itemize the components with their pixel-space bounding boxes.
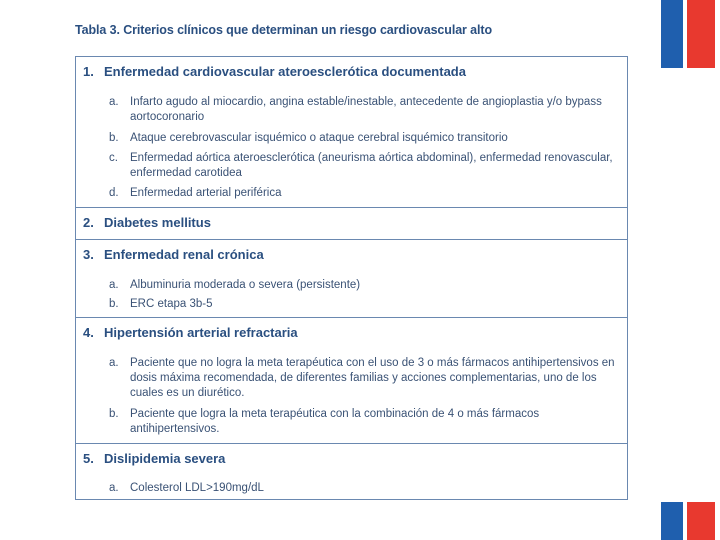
row-number: 5.: [83, 451, 94, 466]
list-item: [109, 297, 617, 312]
list-item: [109, 481, 617, 496]
item-letter: b.: [109, 408, 119, 420]
row-number: 1.: [83, 64, 94, 79]
item-text: Ataque cerebrovascular isquémico o ataque cerebral isquémico transitorio: [130, 132, 508, 144]
list-item: [109, 151, 617, 181]
item-letter: b.: [109, 132, 119, 144]
list-item: [109, 95, 617, 125]
row-heading: [83, 64, 466, 79]
table-row-5: [76, 443, 627, 500]
flag-decoration-bottom: [661, 502, 715, 540]
item-letter: a.: [109, 96, 119, 108]
item-text: Infarto agudo al miocardio, angina estable/inestable, antecedente de angioplastia y/o bypass aortocoronario: [130, 96, 602, 123]
item-text: Enfermedad aórtica ateroesclerótica (aneurisma aórtica abdominal), enfermedad renovascular, enfermedad carotidea: [130, 152, 613, 179]
criteria-table: [75, 56, 628, 500]
item-letter: b.: [109, 298, 119, 310]
list-item: [109, 278, 617, 293]
item-text: Paciente que logra la meta terapéutica con la combinación de 4 o más fármacos antihipertensivos.: [130, 408, 540, 435]
row-heading-text: Diabetes mellitus: [104, 215, 211, 230]
item-letter: a.: [109, 357, 119, 369]
row-heading-text: Enfermedad renal crónica: [104, 247, 264, 262]
row-heading: [83, 247, 264, 262]
table-title: Tabla 3. Criterios clínicos que determinan un riesgo cardiovascular alto: [75, 23, 493, 37]
table-row-4: [76, 317, 627, 443]
row-number: 2.: [83, 215, 94, 230]
item-letter: a.: [109, 279, 119, 291]
item-text: Colesterol LDL>190mg/dL: [130, 482, 264, 494]
list-item: [109, 356, 617, 401]
row-number: 4.: [83, 325, 94, 340]
table-row-1: [76, 57, 627, 207]
item-text: ERC etapa 3b-5: [130, 298, 213, 310]
item-letter: c.: [109, 152, 118, 164]
item-text: Albuminuria moderada o severa (persistente): [130, 279, 361, 291]
row-heading-text: Dislipidemia severa: [104, 451, 226, 466]
list-item: [109, 131, 617, 146]
item-text: Paciente que no logra la meta terapéutica con el uso de 3 o más fármacos antihipertensivos en dosis máxima recomendada, de diferentes familias y acciones complementarias, uno de los cuales es un diurético.: [130, 357, 615, 399]
item-letter: a.: [109, 482, 119, 494]
flag-decoration-top: [661, 0, 715, 68]
item-letter: d.: [109, 187, 119, 199]
table-row-2: [76, 207, 627, 239]
row-heading: [83, 215, 211, 230]
row-heading-text: Hipertensión arterial refractaria: [104, 325, 298, 340]
item-text: Enfermedad arterial periférica: [130, 187, 282, 199]
table-row-3: [76, 239, 627, 317]
row-heading: [83, 325, 298, 340]
row-heading-text: Enfermedad cardiovascular ateroesclerótica documentada: [104, 64, 466, 79]
row-number: 3.: [83, 247, 94, 262]
list-item: [109, 407, 617, 437]
list-item: [109, 186, 617, 201]
row-heading: [83, 451, 225, 466]
